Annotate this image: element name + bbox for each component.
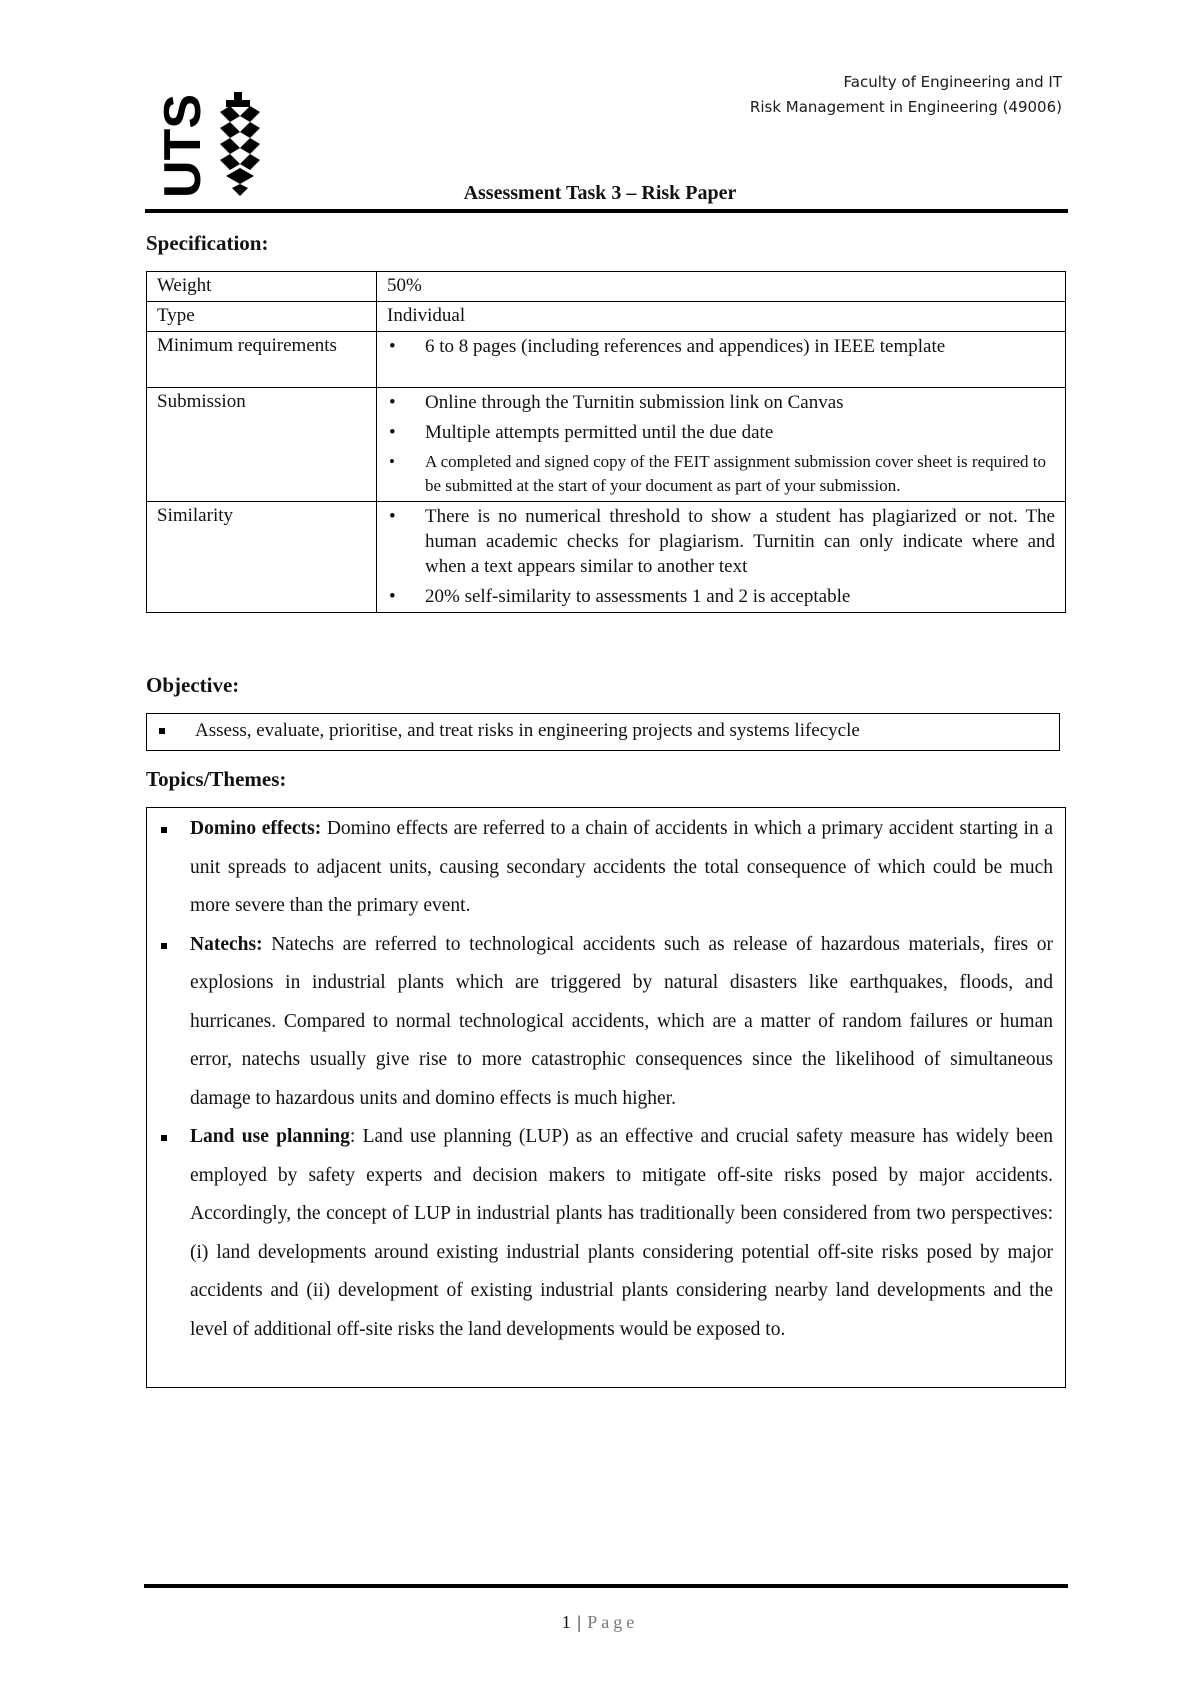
topic-text: Domino effects are referred to a chain of accidents in which a primary accident starting in a unit spreads to adjacent units, causing secondary accidents the total consequence of which could be much more severe than the primary event. [190,818,1053,916]
topic-term: Domino effects: [190,818,322,839]
table-row [147,502,1066,613]
list-item: • Online through the Turnitin submission link on Canvas [387,390,1055,415]
topics-heading: Topics/Themes: [146,767,287,791]
table-row [147,332,1066,388]
topic-term: Land use planning [190,1126,350,1147]
header-divider [145,209,1068,213]
document-title: Assessment Task 3 – Risk Paper [463,182,737,204]
row-value [377,388,1066,502]
list-item [190,1118,1053,1349]
table-row [147,272,1066,302]
svg-text:UTS: UTS [154,94,212,198]
page-footer [0,1612,1200,1633]
specification-table [146,271,1066,613]
list-item [190,926,1053,1119]
square-bullet-icon [159,728,165,734]
list-item: • A completed and signed copy of the FEIT assignment submission cover sheet is required to be submitted at the start of your document as part of your submission. [387,450,1055,498]
list-item: • 6 to 8 pages (including references and appendices) in IEEE template [387,334,1055,359]
square-bullet-icon [161,943,167,949]
page-separator: | [577,1612,582,1632]
header-info [750,70,1062,120]
topic-term: Natechs: [190,933,263,955]
objective-heading: Objective: [146,673,240,697]
subject-name: Risk Management in Engineering (49006) [749,98,1062,116]
faculty-name: Faculty of Engineering and IT [843,73,1062,91]
table-row [147,388,1066,502]
square-bullet-icon [161,1135,167,1141]
row-value [377,332,1066,388]
row-label: Type [147,302,377,332]
row-label: Similarity [147,502,377,613]
objective-box [146,713,1060,751]
list-item: • Multiple attempts permitted until the due date [387,420,1055,445]
list-item: • 20% self-similarity to assessments 1 and 2 is acceptable [387,584,1055,609]
topic-text: : Land use planning (LUP) as an effective and crucial safety measure has widely been employed by safety experts and decision makers to mitigate off-site risks posed by major accidents. Accordingly, the concept of LUP in industrial plants has traditionally been considered from two perspectives: (i) land developments around existing industrial plants considering potential off-site risks posed by major accidents and (ii) development of existing industrial plants considering nearby land developments and the level of additional off-site risks the land developments would be exposed to. [190,1126,1053,1340]
table-row [147,302,1066,332]
row-label: Submission [147,388,377,502]
row-value: Individual [377,302,1066,332]
row-label: Minimum requirements [147,332,377,388]
topic-text: Natechs are referred to technological accidents such as release of hazardous materials, fires or explosions in industrial plants which are triggered by natural disasters like earthquakes, floods, and hurricanes. Compared to normal technological accidents, which are a matter of random failures or human error, natechs usually give rise to more catastrophic consequences since the likelihood of simultaneous damage to hazardous units and domino effects is much higher. [190,933,1053,1109]
specification-heading: Specification: [146,231,269,255]
footer-divider [144,1584,1068,1588]
row-label: Weight [147,272,377,302]
square-bullet-icon [161,827,167,833]
topics-box [146,807,1066,1388]
row-value [377,502,1066,613]
list-item [190,810,1053,926]
page-number: 1 [561,1612,572,1632]
list-item: • There is no numerical threshold to show a student has plagiarized or not. The human academic checks for plagiarism. Turnitin can only indicate where and when a text appears similar to another text [387,504,1055,579]
objective-text: Assess, evaluate, prioritise, and treat risks in engineering projects and systems lifecycle [195,720,860,741]
row-value: 50% [377,272,1066,302]
page-word: Page [587,1612,639,1632]
